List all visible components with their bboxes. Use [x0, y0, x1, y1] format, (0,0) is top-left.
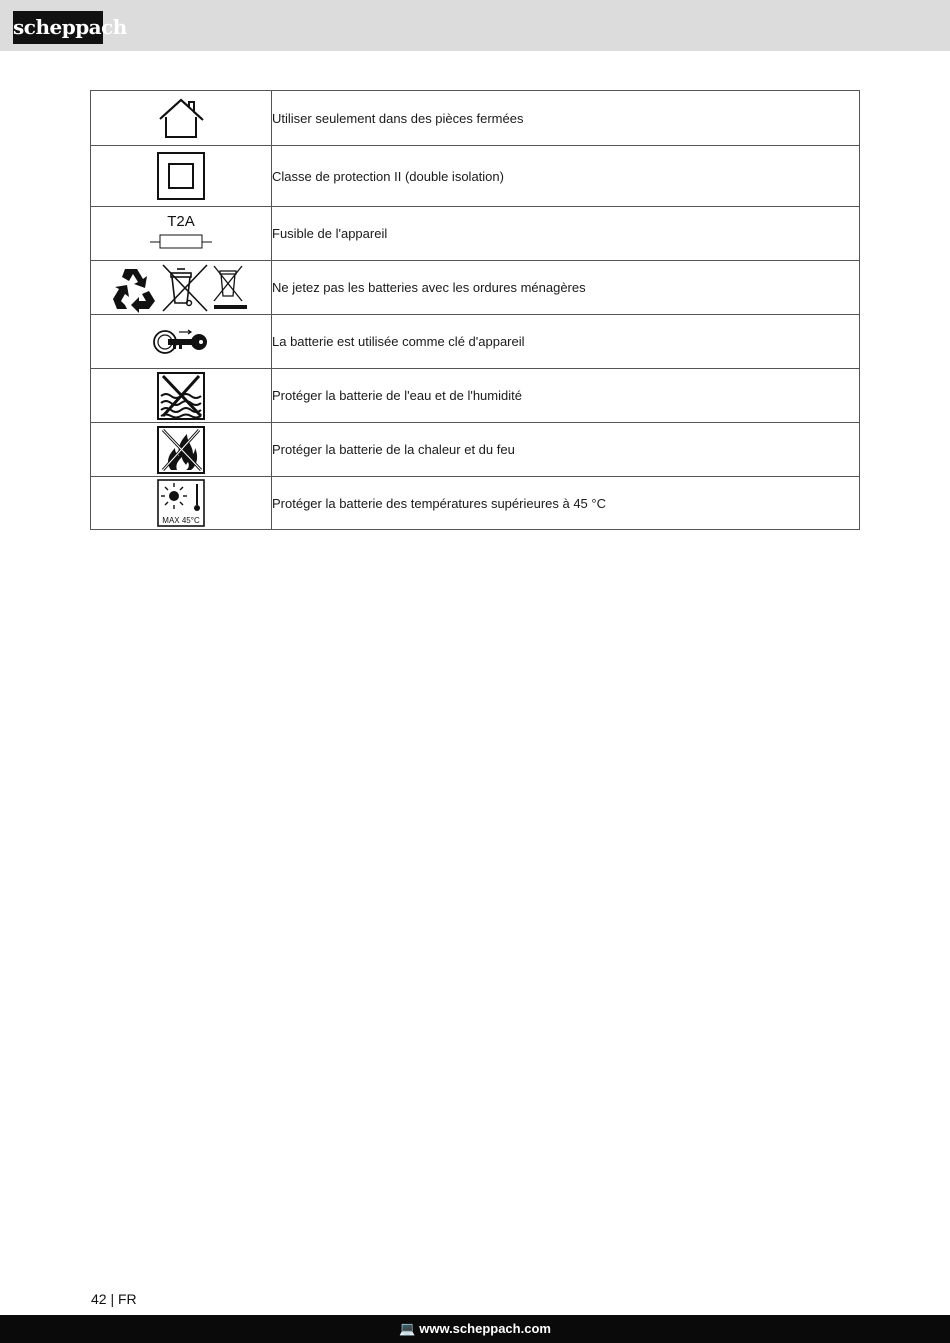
symbol-description: Utiliser seulement dans des pièces fermées: [272, 91, 860, 146]
symbol-description: La batterie est utilisée comme clé d'appareil: [272, 315, 860, 369]
table-row: [91, 261, 860, 315]
table-row: [91, 477, 860, 530]
no-water-icon: [157, 372, 205, 420]
house-icon: [151, 96, 211, 140]
table-row: [91, 207, 860, 261]
symbols-table: [90, 90, 860, 530]
symbol-description: Ne jetez pas les batteries avec les ordures ménagères: [272, 261, 860, 315]
battery-key-icon: [151, 327, 211, 357]
website-link[interactable]: www.scheppach.com: [419, 1321, 551, 1336]
fuse-label: T2A: [167, 212, 195, 230]
page-footer: [0, 1315, 950, 1343]
symbol-description: Protéger la batterie de la chaleur et du feu: [272, 423, 860, 477]
table-row: [91, 91, 860, 146]
symbol-description: Fusible de l'appareil: [272, 207, 860, 261]
fuse-icon: [146, 212, 216, 256]
symbol-description: Protéger la batterie de l'eau et de l'humidité: [272, 369, 860, 423]
protection-class-ii-icon: [156, 151, 206, 201]
symbol-description: Classe de protection II (double isolation): [272, 146, 860, 207]
table-row: [91, 146, 860, 207]
symbol-description: Protéger la batterie des températures supérieures à 45 °C: [272, 477, 860, 530]
laptop-icon: 💻: [399, 1321, 416, 1336]
page-number: 42 | FR: [91, 1291, 137, 1307]
no-fire-icon: [157, 426, 205, 474]
recycling-disposal-icon: [111, 263, 251, 313]
table-row: [91, 369, 860, 423]
table-row: [91, 315, 860, 369]
table-row: [91, 423, 860, 477]
max-temperature-label: MAX 45°C: [162, 516, 200, 525]
brand-logo: scheppach: [13, 11, 103, 44]
page-header: [0, 0, 950, 51]
max-temperature-icon: [157, 479, 205, 527]
